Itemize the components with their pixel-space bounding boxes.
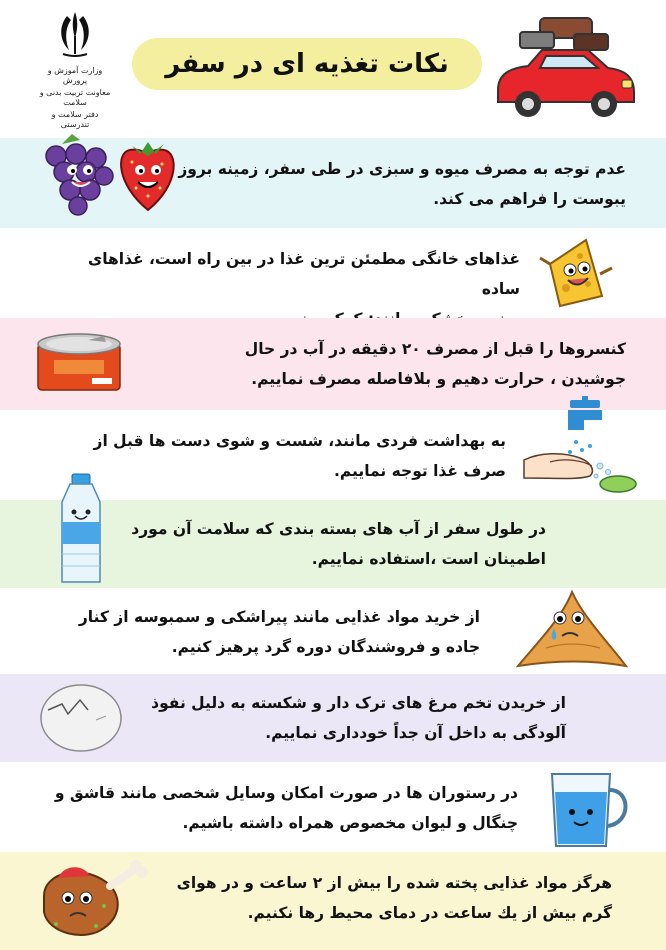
tip-band-6 <box>0 588 666 674</box>
tip-4-line-1: به بهداشت فردی مانند، شست و شوی دست ها قبل از <box>93 432 506 450</box>
ministry-line-1: وزارت آموزش و پرورش <box>47 66 103 85</box>
tip-5-line-1: در طول سفر از آب های بسته بندی که سلامت آن مورد <box>131 520 546 538</box>
ministry-logo <box>38 8 112 129</box>
tip-1-line-1: عدم توجه به مصرف میوه و سبزی در طی سفر، زمینه بروز <box>178 160 626 178</box>
tip-3-line-2: جوشیدن ، حرارت دهیم و بلافاصله مصرف نماییم. <box>251 370 626 388</box>
tip-5-line-2: اطمینان است ،استفاده نماییم. <box>311 550 546 568</box>
tin-can-icon <box>34 330 124 400</box>
tip-5-text <box>126 514 546 574</box>
cup-icon <box>546 766 636 850</box>
tip-4-text <box>86 426 506 486</box>
tip-7-line-1: از خریدن تخم مرغ های ترک دار و شکسته به دلیل نفوذ <box>151 694 566 712</box>
tip-3-line-1: کنسروها را قبل از مصرف ۲۰ دقیقه در آب در حال <box>244 340 626 358</box>
tip-band-8 <box>0 762 666 852</box>
tip-7-text <box>126 688 566 748</box>
page-title: نکات تغذیه ای در سفر <box>132 38 482 90</box>
ministry-line-3: دفتر سلامت و تندرستی <box>51 110 99 129</box>
tip-3-text <box>176 334 626 394</box>
cheese-icon <box>536 234 616 314</box>
tip-band-9 <box>0 852 666 950</box>
cracked-egg-icon <box>36 680 126 756</box>
tip-1-line-2: یبوست را فراهم می کند. <box>433 190 626 208</box>
tip-9-line-1: هرگز مواد غذایی پخته شده را بیش از ۲ ساعت و در هوای <box>176 874 612 892</box>
tip-7-line-2: آلودگی به داخل آن جداً خودداری نماییم. <box>265 724 566 742</box>
tip-6-line-2: جاده و فروشندگان دوره گرد پرهیز کنیم. <box>171 638 480 656</box>
ministry-line-2: معاونت تربیت بدنی و سلامت <box>39 88 111 107</box>
tip-9-line-2: گرم بیش از یك ساعت در دمای محیط رها نکنیم. <box>247 904 612 922</box>
grapes-strawberry-icon <box>12 126 192 226</box>
header <box>0 0 666 128</box>
emblem-icon <box>45 8 105 60</box>
chicken-drumstick-icon <box>30 856 150 946</box>
samosa-icon <box>516 588 628 670</box>
tip-band-7 <box>0 674 666 762</box>
tip-band-5 <box>0 500 666 588</box>
tip-6-text <box>50 602 480 662</box>
tip-6-line-1: از خرید مواد غذایی مانند پیراشکی و سمبوسه از کنار <box>78 608 480 626</box>
hand-washing-icon <box>520 396 640 500</box>
tip-band-1 <box>0 138 666 228</box>
tip-8-line-1: در رستوران ها در صورت امکان وسایل شخصی مانند قاشق و <box>54 784 518 802</box>
car-with-luggage-icon <box>484 12 640 120</box>
tip-4-line-2: صرف غذا توجه نماییم. <box>334 462 506 480</box>
tip-9-text <box>162 868 612 928</box>
tip-1-text <box>166 154 626 214</box>
tip-2-line-1: غذاهای خانگی مطمئن ترین غذا در بین راه است، غذاهای ساده <box>88 250 520 298</box>
water-bottle-icon <box>54 472 108 588</box>
tip-8-line-2: چنگال و لیوان مخصوص همراه داشته باشیم. <box>182 814 518 832</box>
tip-8-text <box>48 778 518 838</box>
tip-band-2 <box>0 228 666 318</box>
